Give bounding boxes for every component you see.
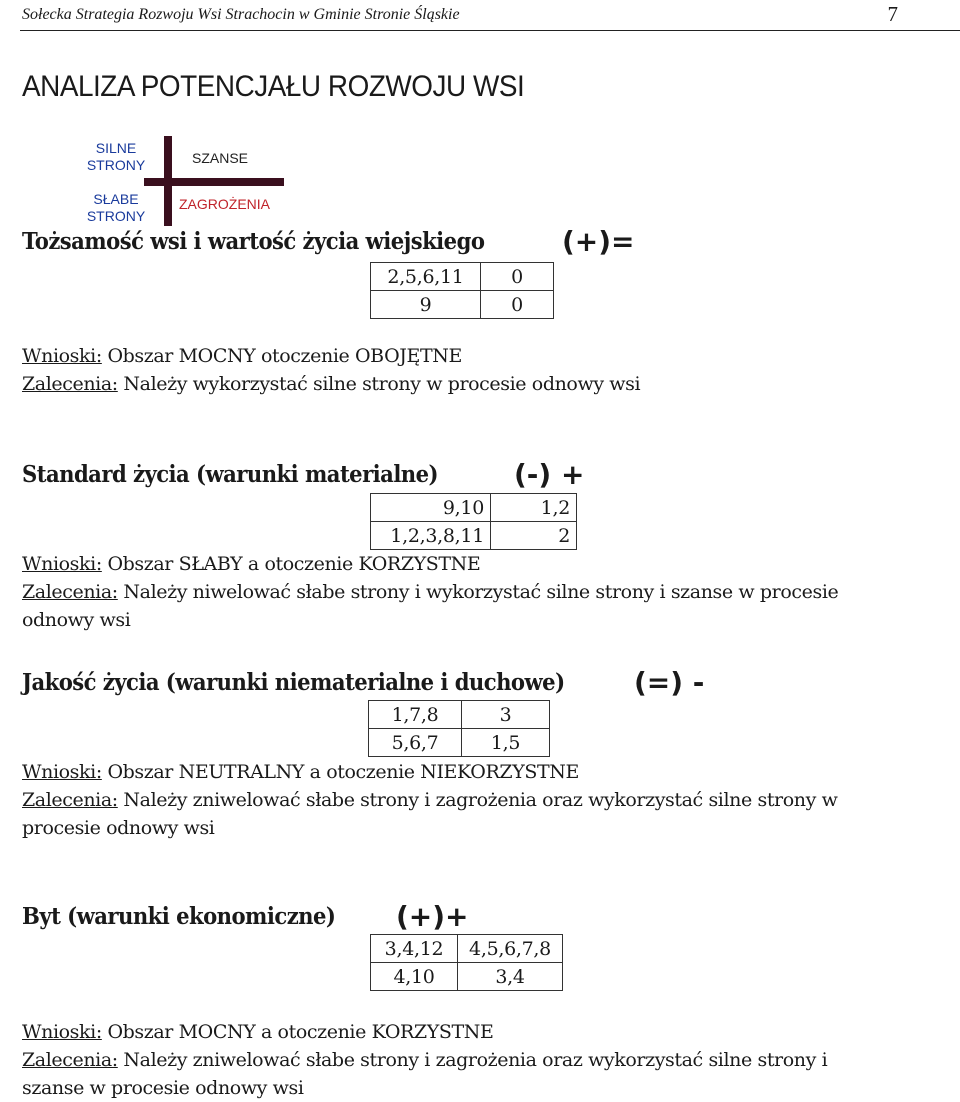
grid-cell: 1,2 <box>491 494 577 522</box>
score-grid <box>370 262 554 319</box>
section-title: Standard życia (warunki materialne) <box>22 461 439 488</box>
recommendations-label: Zalecenia: <box>22 789 118 811</box>
section-mark: (=) - <box>634 666 705 699</box>
section-title: Tożsamość wsi i wartość życia wiejskiego <box>22 228 485 255</box>
grid-cell: 5,6,7 <box>369 729 462 757</box>
swot-weaknesses: SŁABE STRONY <box>86 191 146 224</box>
header-title: Sołecka Strategia Rozwoju Wsi Strachocin w Gminie Stronie Śląskie <box>22 6 460 23</box>
recommendations-text: Należy niwelować słabe strony i wykorzystać silne strony i szanse w procesie <box>123 581 839 603</box>
conclusions-label: Wnioski: <box>22 345 102 367</box>
grid-cell: 0 <box>481 291 554 319</box>
grid-cell: 9 <box>371 291 481 319</box>
recommendations-label: Zalecenia: <box>22 373 118 395</box>
grid-cell: 3 <box>462 701 550 729</box>
section-notes <box>22 1018 922 1102</box>
section-mark: (-) + <box>514 458 585 491</box>
grid-cell: 9,10 <box>371 494 491 522</box>
grid-cell: 3,4 <box>458 963 563 991</box>
recommendations-text: Należy zniwelować słabe strony i zagrożenia oraz wykorzystać silne strony w <box>123 789 838 811</box>
grid-cell: 3,4,12 <box>371 935 458 963</box>
section-title: Jakość życia (warunki niematerialne i duchowe) <box>22 669 565 696</box>
conclusions-text: Obszar MOCNY otoczenie OBOJĘTNE <box>107 345 462 367</box>
section-title: Byt (warunki ekonomiczne) <box>22 903 336 930</box>
recommendations-text-cont: procesie odnowy wsi <box>22 817 215 839</box>
recommendations-text-cont: odnowy wsi <box>22 609 131 631</box>
section-notes <box>22 550 922 634</box>
grid-cell: 2,5,6,11 <box>371 263 481 291</box>
swot-cross-horizontal <box>144 178 284 186</box>
page-header <box>20 0 960 31</box>
grid-cell: 1,7,8 <box>369 701 462 729</box>
swot-opportunities: SZANSE <box>192 150 249 166</box>
score-grid <box>370 493 577 550</box>
main-title: ANALIZA POTENCJAŁU ROZWOJU WSI <box>22 70 525 103</box>
grid-cell: 0 <box>481 263 554 291</box>
section-mark: (+)= <box>562 225 635 258</box>
grid-cell: 1,2,3,8,11 <box>371 522 491 550</box>
recommendations-label: Zalecenia: <box>22 581 118 603</box>
conclusions-label: Wnioski: <box>22 761 102 783</box>
page-number: 7 <box>887 2 898 26</box>
section-notes <box>22 758 922 842</box>
conclusions-text: Obszar MOCNY a otoczenie KORZYSTNE <box>107 1021 494 1043</box>
conclusions-text: Obszar SŁABY a otoczenie KORZYSTNE <box>107 553 481 575</box>
conclusions-text: Obszar NEUTRALNY a otoczenie NIEKORZYSTNE <box>107 761 579 783</box>
conclusions-label: Wnioski: <box>22 553 102 575</box>
swot-legend <box>84 136 284 226</box>
recommendations-label: Zalecenia: <box>22 1049 118 1071</box>
score-grid <box>370 934 563 991</box>
section-notes <box>22 342 922 398</box>
grid-cell: 1,5 <box>462 729 550 757</box>
conclusions-label: Wnioski: <box>22 1021 102 1043</box>
recommendations-text: Należy wykorzystać silne strony w procesie odnowy wsi <box>123 373 641 395</box>
grid-cell: 2 <box>491 522 577 550</box>
swot-threats: ZAGROŻENIA <box>179 196 271 212</box>
recommendations-text-cont: szanse w procesie odnowy wsi <box>22 1077 304 1099</box>
recommendations-text: Należy zniwelować słabe strony i zagrożenia oraz wykorzystać silne strony i <box>123 1049 828 1071</box>
grid-cell: 4,5,6,7,8 <box>458 935 563 963</box>
grid-cell: 4,10 <box>371 963 458 991</box>
score-grid <box>368 700 550 757</box>
section-mark: (+)+ <box>396 900 469 933</box>
swot-strengths: SILNE STRONY <box>86 140 146 173</box>
